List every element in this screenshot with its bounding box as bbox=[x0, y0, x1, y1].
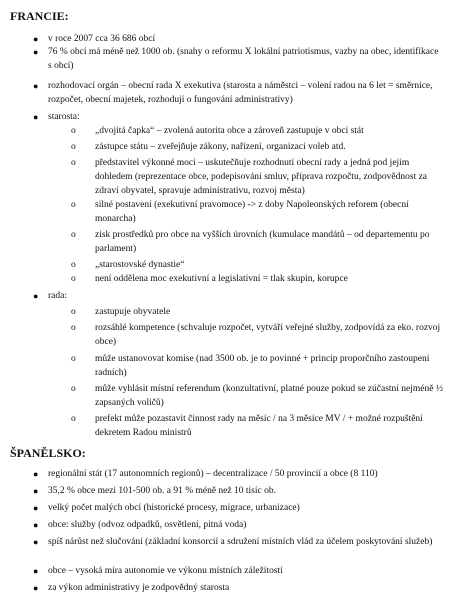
section-heading-francie: FRANCIE: bbox=[10, 9, 69, 23]
sub-list-item bbox=[71, 198, 445, 226]
sub-list-item-text: zástupce státu – zveřejňuje zákony, nařízení, organizaci voleb atd. bbox=[95, 142, 346, 152]
sub-list-item bbox=[71, 382, 445, 410]
section-heading-spanelsko: ŠPANĚLSKO: bbox=[10, 446, 86, 460]
sub-list-item-text: může ustanovovat komise (nad 3500 ob. je to povinné + princip proporčního zastoupení radních) bbox=[95, 354, 430, 378]
list-item bbox=[33, 32, 443, 46]
sub-list-item bbox=[71, 305, 445, 319]
circle-bullet-icon: o bbox=[71, 274, 76, 284]
circle-bullet-icon: o bbox=[71, 142, 76, 152]
sub-list-item bbox=[71, 412, 445, 440]
list-item-text: obce – vysoká míra autonomie ve výkonu místních záležitostí bbox=[48, 566, 283, 576]
circle-bullet-icon: o bbox=[71, 158, 76, 168]
circle-bullet-icon: o bbox=[71, 414, 76, 424]
list-item-text: velký počet malých obcí (historické procesy, migrace, urbanizace) bbox=[48, 503, 300, 513]
circle-bullet-icon: o bbox=[71, 200, 76, 210]
bullet-icon: ● bbox=[33, 469, 39, 479]
sub-list-item bbox=[71, 272, 445, 286]
list-item-text: spíš nárůst než slučování (základní konsorcií a sdružení místních vlád za účelem poskytování služeb) bbox=[48, 537, 433, 547]
sub-list-item bbox=[71, 321, 445, 349]
bullet-icon: ● bbox=[33, 503, 39, 513]
sub-list-item bbox=[71, 140, 445, 154]
list-item bbox=[33, 535, 443, 549]
list-item bbox=[33, 45, 443, 73]
sub-list-item bbox=[71, 228, 445, 256]
sub-list-item-text: „dvojitá čapka“ – zvolená autorita obce a zároveň zastupuje v obci stát bbox=[95, 126, 364, 136]
bullet-icon: ● bbox=[33, 583, 39, 593]
list-item-text: 35,2 % obce mezi 101-500 ob. a 91 % méně než 10 tisíc ob. bbox=[48, 486, 276, 496]
circle-bullet-icon: o bbox=[71, 384, 76, 394]
sub-list-item bbox=[71, 124, 445, 138]
circle-bullet-icon: o bbox=[71, 323, 76, 333]
sub-list-item-text: rozsáhlé kompetence (schvaluje rozpočet, vytváří veřejné služby, zodpovídá za eko. rozvoj obce) bbox=[95, 323, 441, 347]
sub-list-item bbox=[71, 352, 445, 380]
sub-list-item-text: silné postavení (exekutivní pravomoce) -> z doby Napoleonských reforem (obecní monarcha) bbox=[95, 200, 409, 224]
circle-bullet-icon: o bbox=[71, 307, 76, 317]
list-item-text: regionální stát (17 autonomních regionů) – decentralizace / 50 provincií a obce (8 110) bbox=[48, 469, 378, 479]
sub-list-item bbox=[71, 258, 445, 272]
sub-list-item-text: zastupuje obyvatele bbox=[95, 307, 171, 317]
circle-bullet-icon: o bbox=[71, 230, 76, 240]
sub-list-item-text: může vyhlásit místní referendum (konzultativní, platné pouze pokud se zúčastní nejméně ½ zapsaných voličů) bbox=[95, 384, 443, 408]
bullet-icon: ● bbox=[33, 112, 39, 122]
sub-list-item-text: prefekt může pozastavit činnost rady na měsíc / na 3 měsíce MV / + možné rozpuštění dekretem Radou ministrů bbox=[95, 414, 423, 438]
list-item-text: 76 % obcí má méně než 1000 ob. (snahy o reformu X lokální patriotismus, vazby na obec, identifikace s obcí) bbox=[48, 47, 439, 71]
sub-list-item bbox=[71, 156, 445, 198]
sub-list-item-text: představitel výkonné moci – uskutečňuje rozhodnutí obecní rady a jedná pod jejím dohledem (reprezentace obce, podepisování smluv, příprava rozpočtu, zodpovědnost za zdraví obyvatel, spravuje administrativu, rozvoj města) bbox=[95, 158, 428, 196]
circle-bullet-icon: o bbox=[71, 260, 76, 270]
bullet-icon: ● bbox=[33, 47, 39, 57]
list-item-text: za výkon administrativy je zodpovědný starosta bbox=[48, 583, 230, 593]
list-item bbox=[33, 467, 443, 481]
bullet-icon: ● bbox=[33, 520, 39, 530]
list-item bbox=[33, 484, 443, 498]
list-item bbox=[33, 518, 443, 532]
list-item bbox=[33, 581, 443, 595]
list-item-text: starosta: bbox=[48, 112, 80, 122]
circle-bullet-icon: o bbox=[71, 126, 76, 136]
bullet-icon: ● bbox=[33, 566, 39, 576]
circle-bullet-icon: o bbox=[71, 354, 76, 364]
list-item-text: obce: služby (odvoz odpadků, osvětlení, pitná voda) bbox=[48, 520, 247, 530]
sub-list-item-text: „starostovské dynastie“ bbox=[95, 260, 185, 270]
sub-list-item-text: zisk prostředků pro obce na vyšších úrovních (kumulace mandátů – od departementu po parlament) bbox=[95, 230, 430, 254]
bullet-icon: ● bbox=[33, 537, 39, 547]
bullet-icon: ● bbox=[33, 81, 39, 91]
list-item bbox=[33, 501, 443, 515]
bullet-icon: ● bbox=[33, 34, 39, 44]
bullet-icon: ● bbox=[33, 486, 39, 496]
list-item bbox=[33, 79, 443, 107]
bullet-icon: ● bbox=[33, 291, 39, 301]
list-item-text: rada: bbox=[48, 291, 67, 301]
list-item bbox=[33, 110, 443, 124]
list-item-text: v roce 2007 cca 36 686 obcí bbox=[48, 34, 156, 44]
sub-list-item-text: není oddělena moc exekutivní a legislativní = tlak skupin, korupce bbox=[95, 274, 348, 284]
list-item-text: rozhodovací orgán – obecní rada X exekutiva (starosta a náměstci – volení radou na 6 let = směrnice, rozpočet, obecní majetek, rozhodují o fungování administrativy) bbox=[48, 81, 433, 105]
list-item bbox=[33, 564, 443, 578]
list-item bbox=[33, 289, 443, 303]
